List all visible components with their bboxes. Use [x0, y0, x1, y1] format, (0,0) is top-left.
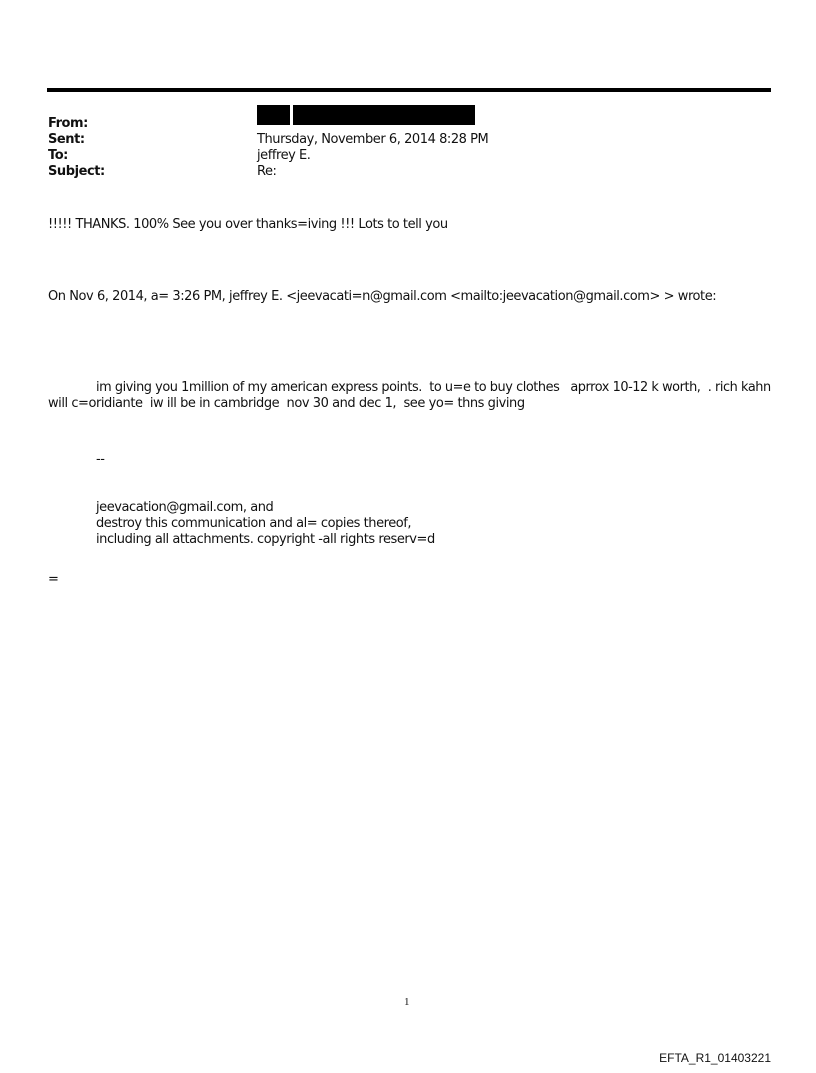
- subject-value: Re:: [257, 164, 277, 179]
- quoted-line: will c=oridiante iw ill be in cambridge nov 30 and dec 1, see yo= thns giving: [48, 396, 525, 411]
- quote-intro: On Nov 6, 2014, a= 3:26 PM, jeffrey E. <jeevacati=n@gmail.com <mailto:jeevacation@gmail.com> > wrote:: [48, 289, 717, 304]
- document-id: EFTA_R1_01403221: [659, 1051, 771, 1065]
- subject-label: Subject:: [48, 164, 105, 179]
- sent-label: Sent:: [48, 132, 85, 147]
- signature-line: destroy this communication and al= copies thereof,: [96, 516, 412, 531]
- to-value: jeffrey E.: [257, 148, 311, 163]
- reply-text: !!!!! THANKS. 100% See you over thanks=iving !!! Lots to tell you: [48, 217, 448, 232]
- redaction-box: [293, 105, 475, 125]
- from-label: From:: [48, 116, 88, 131]
- quoted-line: im giving you 1million of my american express points. to u=e to buy clothes aprrox 10-12 k worth, . rich kahn: [96, 380, 771, 395]
- to-label: To:: [48, 148, 68, 163]
- page-number: 1: [404, 996, 410, 1008]
- signature-line: jeevacation@gmail.com, and: [96, 500, 274, 515]
- sent-value: Thursday, November 6, 2014 8:28 PM: [257, 132, 489, 147]
- header-rule: [47, 88, 771, 92]
- redaction-box: [257, 105, 290, 125]
- signature-dash: --: [96, 452, 105, 467]
- signature-line: including all attachments. copyright -all rights reserv=d: [96, 532, 435, 547]
- trailing-text: =: [48, 572, 59, 587]
